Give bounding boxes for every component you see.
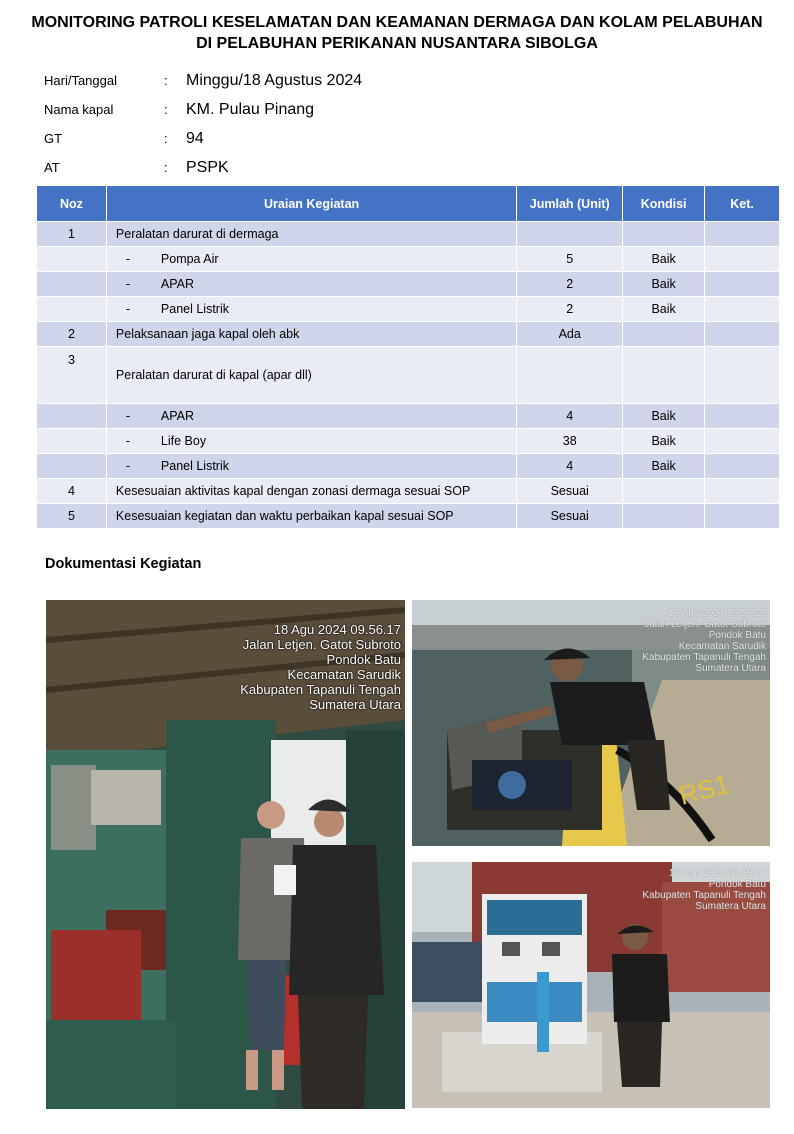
item-dash: - [125,434,130,448]
cell-remarks [705,454,780,479]
cell-condition: Baik [623,272,705,297]
item-label: Panel Listrik [160,302,229,316]
table-row [37,479,780,504]
header-condition: Kondisi [623,186,705,222]
item-label: Life Boy [160,434,207,448]
cell-remarks [705,222,780,247]
info-value: Minggu/18 Agustus 2024 [186,71,363,89]
cell-quantity: 4 [517,404,623,429]
info-value: PSPK [186,158,229,176]
cell-no [37,272,107,297]
table-row [37,404,780,429]
cell-no: 5 [37,504,107,529]
cell-condition: Baik [623,404,705,429]
title-line-1: MONITORING PATROLI KESELAMATAN DAN KEAMANAN DERMAGA DAN KOLAM PELABUHAN [31,14,763,31]
cell-description [106,454,516,479]
vessel-info [44,66,362,182]
title-line-2: DI PELABUHAN PERIKANAN NUSANTARA SIBOLGA [196,35,598,52]
photo-engine-room [46,600,405,1109]
cell-quantity: 5 [517,247,623,272]
item-label: APAR [160,409,195,423]
info-row-gt [44,124,362,153]
cell-condition: Baik [623,297,705,322]
info-colon: : [164,160,168,175]
cell-no [37,429,107,454]
cell-description: Peralatan darurat di dermaga [106,222,516,247]
table-row [37,504,780,529]
header-quantity: Jumlah (Unit) [517,186,623,222]
cell-condition: Baik [623,454,705,479]
cell-quantity: 38 [517,429,623,454]
cell-quantity: Sesuai [517,504,623,529]
header-no: Noz [37,186,107,222]
cell-description [106,404,516,429]
cell-condition: Baik [623,247,705,272]
photo-timestamp-3: 18 Agu 2024 09.58.11 Pondok Batu Kabupaten Tapanuli Tengah Sumatera Utara [642,868,766,912]
cell-condition [623,347,705,404]
info-label: AT [44,160,60,175]
info-row-at [44,153,362,182]
cell-quantity [517,222,623,247]
cell-description [106,297,516,322]
cell-description: Pelaksanaan jaga kapal oleh abk [106,322,516,347]
header-description: Uraian Kegiatan [106,186,516,222]
cell-no: 3 [37,347,107,404]
documentation-title: Dokumentasi Kegiatan [45,556,202,572]
table-row [37,454,780,479]
item-dash: - [125,277,130,291]
cell-remarks [705,429,780,454]
svg-text:RS1: RS1 [675,768,733,811]
cell-no [37,404,107,429]
info-label: GT [44,131,63,146]
photo-timestamp-2: 18 Agu 2024 09.57.15 Jalan Letjen. Gatot Subroto Pondok Batu Kecamatan Sarudik Kabupaten Tapanuli Tengah Sumatera Utara [642,608,766,674]
cell-quantity: 4 [517,454,623,479]
cell-quantity [517,347,623,404]
table-row [37,322,780,347]
cell-no: 4 [37,479,107,504]
table-row [37,429,780,454]
cell-remarks [705,247,780,272]
cell-remarks [705,404,780,429]
item-label: Pompa Air [160,252,219,266]
cell-remarks [705,322,780,347]
cell-remarks [705,479,780,504]
item-dash: - [125,459,130,473]
cell-description [106,429,516,454]
cell-description: Kesesuaian kegiatan dan waktu perbaikan kapal sesuai SOP [106,504,516,529]
info-colon: : [164,131,168,146]
cell-quantity: 2 [517,297,623,322]
item-dash: - [125,252,130,266]
info-value: KM. Pulau Pinang [186,100,315,118]
monitoring-table [36,185,780,529]
header-remarks: Ket. [705,186,780,222]
info-row-ship-name [44,95,362,124]
cell-no [37,247,107,272]
table-row [37,297,780,322]
cell-description: Peralatan darurat di kapal (apar dll) [106,347,516,404]
info-value: 94 [186,129,204,147]
cell-condition [623,479,705,504]
cell-quantity: Ada [517,322,623,347]
info-label: Nama kapal [44,102,114,117]
cell-no [37,297,107,322]
item-label: APAR [160,277,195,291]
cell-remarks [705,347,780,404]
info-row-date [44,66,362,95]
cell-no: 2 [37,322,107,347]
info-label: Hari/Tanggal [44,73,117,88]
cell-condition [623,322,705,347]
cell-remarks [705,297,780,322]
cell-description: Kesesuaian aktivitas kapal dengan zonasi dermaga sesuai SOP [106,479,516,504]
photo-electric-panel [412,862,770,1108]
info-colon: : [164,102,168,117]
cell-no [37,454,107,479]
cell-no: 1 [37,222,107,247]
cell-quantity: 2 [517,272,623,297]
item-label: Panel Listrik [160,459,229,473]
table-row [37,347,780,404]
table-row [37,247,780,272]
photo-pump-inspection [412,600,770,846]
cell-condition [623,222,705,247]
photo-timestamp-1: 18 Agu 2024 09.56.17 Jalan Letjen. Gatot Subroto Pondok Batu Kecamatan Sarudik Kabupaten Tapanuli Tengah Sumatera Utara [240,622,401,712]
table-header [37,186,780,222]
cell-condition [623,504,705,529]
cell-remarks [705,272,780,297]
cell-quantity: Sesuai [517,479,623,504]
cell-condition: Baik [623,429,705,454]
cell-description [106,272,516,297]
document-title [0,12,794,54]
info-colon: : [164,73,168,88]
item-dash: - [125,409,130,423]
item-dash: - [125,302,130,316]
cell-remarks [705,504,780,529]
table-row [37,222,780,247]
cell-description [106,247,516,272]
table-row [37,272,780,297]
